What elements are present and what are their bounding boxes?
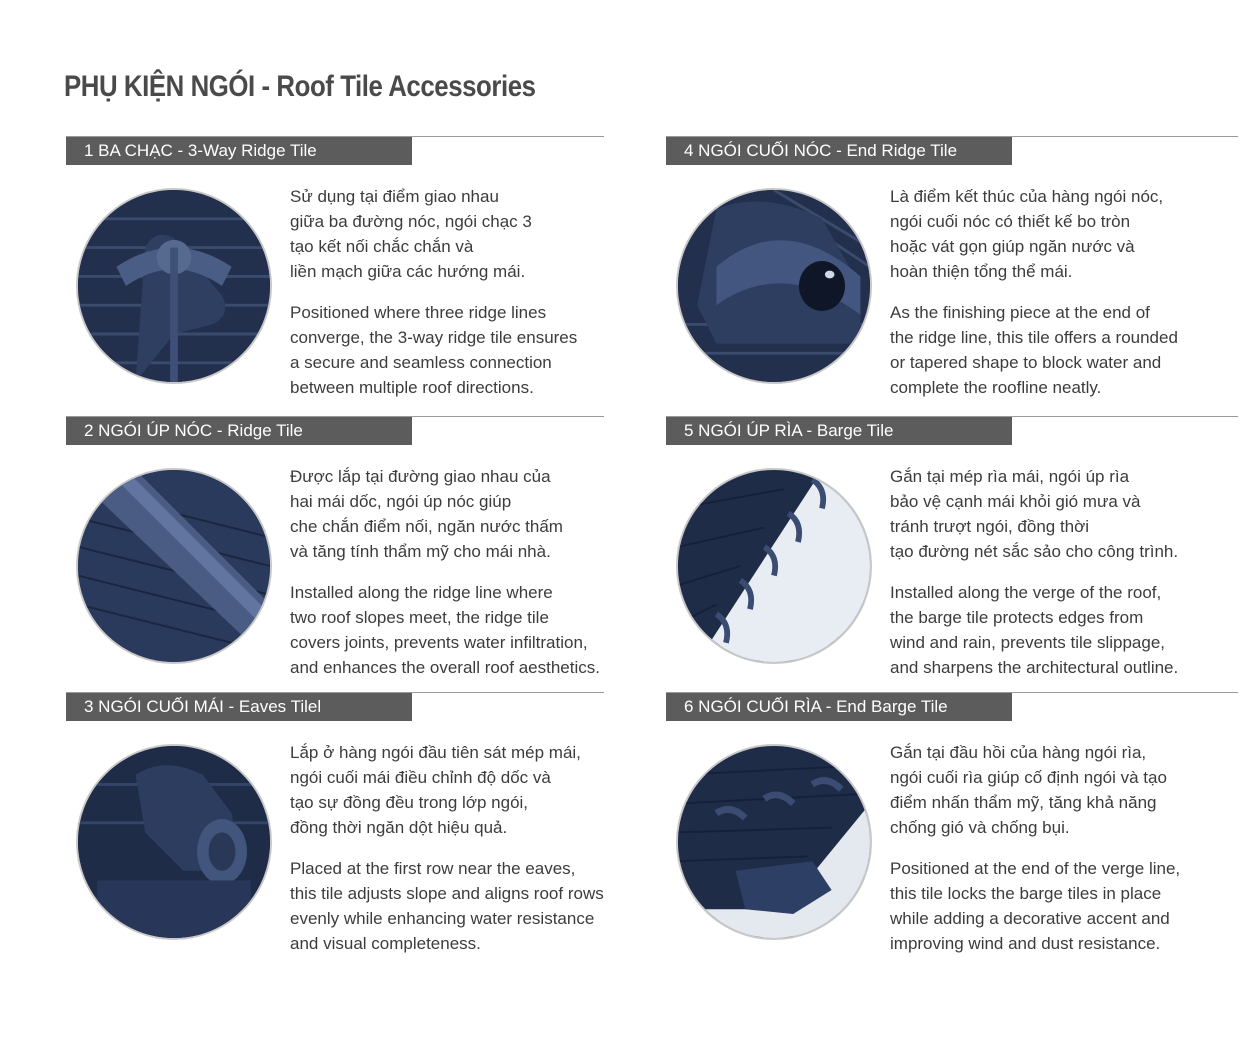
description-vi: Gắn tại đầu hồi của hàng ngói rìa, ngói cuối rìa giúp cố định ngói và tạo điểm nhấn thẩm mỹ, tăng khả năng chống gió và chống bụi. [890,743,1167,837]
barge-tile-photo [676,468,872,664]
description-en: Positioned where three ridge lines converge, the 3-way ridge tile ensures a secure and seamless connection between multiple roof directions. [290,303,578,397]
section-text [890,740,1254,972]
section-text [290,184,660,416]
description-en: Installed along the ridge line where two roof slopes meet, the ridge tile covers joints, prevents water infiltration, and enhances the overall roof aesthetics. [290,583,600,677]
section-text [290,740,660,972]
description-en: Positioned at the end of the verge line, this tile locks the barge tiles in place while adding a decorative accent and improving wind and dust resistance. [890,859,1181,953]
description-en: Placed at the first row near the eaves, this tile adjusts slope and aligns roof rows evenly while enhancing water resistance and visual completeness. [290,859,604,953]
section-header: 2 NGÓI ÚP NÓC - Ridge Tile [66,417,412,445]
section-ridge-tile [66,416,656,686]
section-text [890,184,1254,416]
page-title: PHỤ KIỆN NGÓI - Roof Tile Accessories [64,70,536,103]
eaves-tile-photo [76,744,272,940]
description-vi: Được lắp tại đường giao nhau của hai mái dốc, ngói úp nóc giúp che chắn điểm nối, ngăn nước thấm và tăng tính thẩm mỹ cho mái nhà. [290,467,563,561]
description-en: As the finishing piece at the end of the ridge line, this tile offers a rounded or tapered shape to block water and complete the roofline neatly. [890,303,1178,397]
section-barge-tile [666,416,1254,686]
section-text [890,464,1254,696]
section-header: 3 NGÓI CUỐI MÁI - Eaves Tilel [66,693,412,721]
section-header: 1 BA CHẠC - 3-Way Ridge Tile [66,137,412,165]
end-ridge-tile-photo [676,188,872,384]
description-vi: Sử dụng tại điểm giao nhau giữa ba đường nóc, ngói chạc 3 tạo kết nối chắc chắn và liền mạch giữa các hướng mái. [290,187,532,281]
section-end-ridge-tile [666,136,1254,406]
section-three-way-ridge-tile [66,136,656,406]
description-vi: Gắn tại mép rìa mái, ngói úp rìa bảo vệ cạnh mái khỏi gió mưa và tránh trượt ngói, đồng thời tạo đường nét sắc sảo cho công trình. [890,467,1179,561]
description-vi: Lắp ở hàng ngói đầu tiên sát mép mái, ngói cuối mái điều chỉnh độ dốc và tạo sự đồng đều trong lớp ngói, đồng thời ngăn dột hiệu quả. [290,743,581,837]
section-header: 6 NGÓI CUỐI RÌA - End Barge Tile [666,693,1012,721]
three-way-ridge-tile-photo [76,188,272,384]
section-header: 4 NGÓI CUỐI NÓC - End Ridge Tile [666,137,1012,165]
section-eaves-tile [66,692,656,962]
section-end-barge-tile [666,692,1254,962]
ridge-tile-photo [76,468,272,664]
description-vi: Là điểm kết thúc của hàng ngói nóc, ngói cuối nóc có thiết kế bo tròn hoặc vát gọn giúp ngăn nước và hoàn thiện tổng thể mái. [890,187,1164,281]
description-en: Installed along the verge of the roof, the barge tile protects edges from wind and rain, prevents tile slippage, and sharpens the architectural outline. [890,583,1179,677]
end-barge-tile-photo [676,744,872,940]
section-header: 5 NGÓI ÚP RÌA - Barge Tile [666,417,1012,445]
section-text [290,464,660,696]
